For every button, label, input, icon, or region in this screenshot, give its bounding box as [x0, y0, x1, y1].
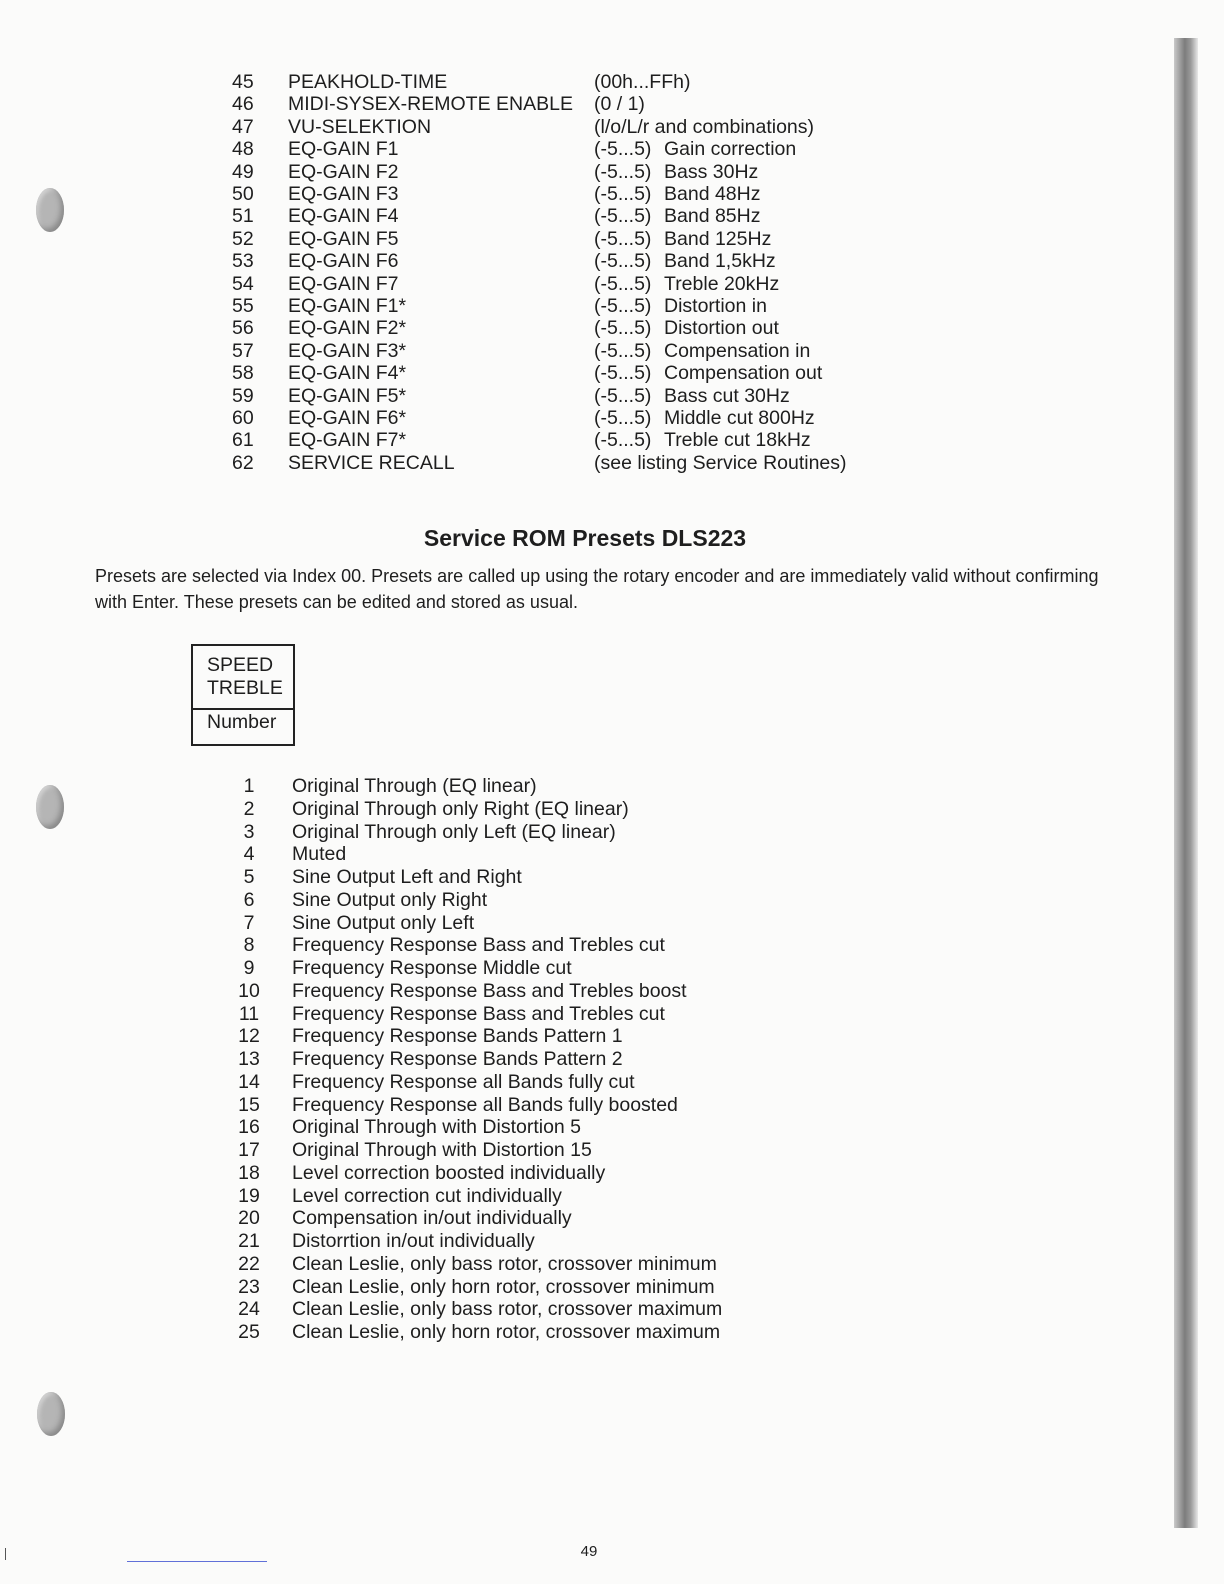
parameter-range: (00h...FFh): [594, 71, 691, 93]
legend-number: Number: [207, 711, 277, 733]
preset-label: Frequency Response Bands Pattern 1: [292, 1025, 623, 1048]
parameter-range: (-5...5): [594, 317, 652, 340]
intro-paragraph: Presets are selected via Index 00. Presets are called up using the rotary encoder and are immediately valid without confirming with Enter. These presets can be edited and stored as usual.: [95, 566, 1099, 612]
parameter-description: Treble cut 18kHz: [664, 429, 811, 452]
parameter-name: EQ-GAIN F1: [288, 138, 399, 161]
parameter-range: (-5...5): [594, 250, 652, 273]
preset-label: Clean Leslie, only horn rotor, crossover maximum: [292, 1321, 721, 1343]
page-edge-shadow: [1174, 38, 1198, 1528]
parameter-name: PEAKHOLD-TIME: [288, 71, 448, 93]
preset-label: Frequency Response Bands Pattern 2: [292, 1048, 623, 1070]
parameter-description: Bass 30Hz: [664, 160, 759, 183]
preset-number: 5: [243, 866, 255, 888]
binder-hole-top: [36, 188, 64, 232]
preset-number: 23: [238, 1275, 260, 1298]
preset-number: 3: [243, 820, 255, 843]
parameter-index: 62: [232, 451, 254, 474]
parameter-description: Band 85Hz: [664, 205, 761, 228]
parameter-description: Distortion in: [664, 295, 767, 317]
parameter-description: Distortion out: [664, 317, 779, 340]
preset-number: 17: [238, 1139, 260, 1161]
preset-number: 11: [238, 1002, 260, 1025]
parameter-name: MIDI-SYSEX-REMOTE ENABLE: [288, 93, 573, 116]
parameter-range: (-5...5): [594, 160, 652, 183]
parameter-range: (-5...5): [594, 429, 652, 452]
parameter-range: (-5...5): [594, 205, 652, 228]
preset-label: Original Through with Distortion 5: [292, 1116, 582, 1139]
parameter-name: VU-SELEKTION: [288, 115, 432, 138]
preset-number: 9: [243, 957, 255, 979]
preset-number: 6: [243, 888, 255, 911]
preset-label: Original Through with Distortion 15: [292, 1139, 592, 1161]
preset-label: Original Through (EQ linear): [292, 775, 537, 797]
preset-label: Distorrtion in/out individually: [292, 1230, 535, 1252]
parameter-range: (-5...5): [594, 339, 652, 362]
parameter-index: 46: [232, 93, 254, 116]
preset-label: Sine Output only Right: [292, 888, 488, 911]
preset-number: 8: [243, 934, 255, 957]
preset-number: 1: [243, 775, 255, 797]
edge-mark: [5, 1548, 6, 1560]
parameter-name: EQ-GAIN F3: [288, 183, 399, 205]
parameter-index: 61: [232, 429, 254, 452]
preset-label: Frequency Response all Bands fully cut: [292, 1070, 635, 1093]
preset-number: 18: [238, 1161, 260, 1184]
preset-label: Level correction boosted individually: [292, 1161, 606, 1184]
parameter-index: 45: [232, 71, 254, 93]
parameter-range: (-5...5): [594, 272, 652, 295]
parameter-name: EQ-GAIN F7*: [288, 429, 407, 452]
section-title: Service ROM Presets DLS223: [423, 525, 747, 551]
preset-label: Frequency Response Middle cut: [292, 957, 572, 979]
parameter-index: 49: [232, 160, 254, 183]
parameter-name: EQ-GAIN F3*: [288, 339, 407, 362]
preset-number: 25: [238, 1321, 260, 1343]
preset-label: Compensation in/out individually: [292, 1207, 572, 1230]
parameter-index: 50: [232, 183, 254, 205]
parameter-index: 54: [232, 272, 254, 295]
preset-number: 13: [238, 1048, 260, 1070]
preset-label: Frequency Response all Bands fully boosted: [292, 1093, 678, 1116]
parameter-range: (l/o/L/r and combinations): [594, 115, 815, 138]
parameter-index: 48: [232, 138, 254, 161]
preset-number: 16: [238, 1116, 260, 1139]
parameter-name: EQ-GAIN F6*: [288, 407, 407, 429]
preset-number: 12: [238, 1025, 260, 1048]
parameter-name: EQ-GAIN F2*: [288, 317, 407, 340]
parameter-index: 59: [232, 384, 254, 407]
parameter-range: (-5...5): [594, 407, 652, 429]
parameter-index: 56: [232, 317, 254, 340]
preset-label: Original Through only Right (EQ linear): [292, 797, 629, 820]
parameter-name: EQ-GAIN F5*: [288, 384, 407, 407]
parameter-range: (0 / 1): [594, 93, 645, 116]
parameter-range: (-5...5): [594, 227, 652, 250]
parameter-description: Bass cut 30Hz: [664, 384, 790, 407]
preset-label: Frequency Response Bass and Trebles cut: [292, 1002, 665, 1025]
parameter-index: 52: [232, 227, 254, 250]
parameter-name: EQ-GAIN F4: [288, 205, 399, 228]
parameter-name: EQ-GAIN F7: [288, 272, 399, 295]
preset-label: Clean Leslie, only bass rotor, crossover maximum: [292, 1298, 723, 1321]
parameter-description: Band 125Hz: [664, 227, 772, 250]
preset-label: Level correction cut individually: [292, 1184, 562, 1207]
legend-speed: SPEED: [207, 654, 274, 676]
parameter-index: 57: [232, 339, 254, 362]
preset-label: Sine Output only Left: [292, 911, 475, 934]
preset-number: 7: [243, 911, 255, 934]
parameter-index: 53: [232, 250, 254, 273]
parameter-name: EQ-GAIN F6: [288, 250, 399, 273]
preset-label: Muted: [292, 843, 347, 866]
legend-treble: TREBLE: [207, 677, 283, 699]
preset-label: Frequency Response Bass and Trebles cut: [292, 934, 665, 957]
binder-hole-bottom: [37, 1392, 65, 1436]
parameter-range: (-5...5): [594, 362, 652, 385]
preset-number: 19: [238, 1184, 260, 1207]
preset-number: 14: [238, 1070, 260, 1093]
bottom-rule: [127, 1561, 267, 1562]
preset-number: 15: [238, 1093, 260, 1116]
parameter-range: (-5...5): [594, 183, 652, 205]
parameter-description: Gain correction: [664, 138, 797, 161]
preset-label: Frequency Response Bass and Trebles boost: [292, 979, 687, 1002]
parameter-name: EQ-GAIN F5: [288, 227, 399, 250]
preset-number: 2: [243, 797, 255, 820]
preset-number: 24: [238, 1298, 260, 1321]
parameter-name: EQ-GAIN F4*: [288, 362, 407, 385]
preset-label: Clean Leslie, only bass rotor, crossover minimum: [292, 1252, 717, 1275]
preset-label: Clean Leslie, only horn rotor, crossover minimum: [292, 1275, 715, 1298]
parameter-description: Band 48Hz: [664, 183, 761, 205]
parameter-range: (-5...5): [594, 384, 652, 407]
parameter-index: 58: [232, 362, 254, 385]
parameter-description: Treble 20kHz: [664, 272, 780, 295]
parameter-index: 51: [232, 205, 254, 228]
preset-number: 4: [243, 843, 255, 866]
parameter-description: Compensation out: [664, 362, 823, 385]
preset-label: Original Through only Left (EQ linear): [292, 820, 616, 843]
binder-hole-middle: [36, 785, 64, 829]
preset-number: 22: [238, 1252, 260, 1275]
preset-number: 10: [238, 979, 260, 1002]
parameter-name: EQ-GAIN F1*: [288, 295, 407, 317]
preset-number: 21: [238, 1230, 260, 1252]
parameter-range: (-5...5): [594, 138, 652, 161]
parameter-index: 55: [232, 295, 254, 317]
legend-top-cell: [193, 646, 293, 710]
parameter-index: 47: [232, 115, 254, 138]
parameter-description: Band 1,5kHz: [664, 250, 776, 273]
parameter-index: 60: [232, 407, 254, 429]
parameter-name: EQ-GAIN F2: [288, 160, 399, 183]
parameter-range: (-5...5): [594, 295, 652, 317]
parameter-name: SERVICE RECALL: [288, 451, 455, 474]
page-number: 49: [580, 1543, 598, 1560]
legend-box: [191, 644, 295, 746]
parameter-description: Middle cut 800Hz: [664, 407, 815, 429]
preset-label: Sine Output Left and Right: [292, 866, 522, 888]
preset-number: 20: [238, 1207, 260, 1230]
parameter-range: (see listing Service Routines): [594, 451, 847, 474]
parameter-description: Compensation in: [664, 339, 811, 362]
